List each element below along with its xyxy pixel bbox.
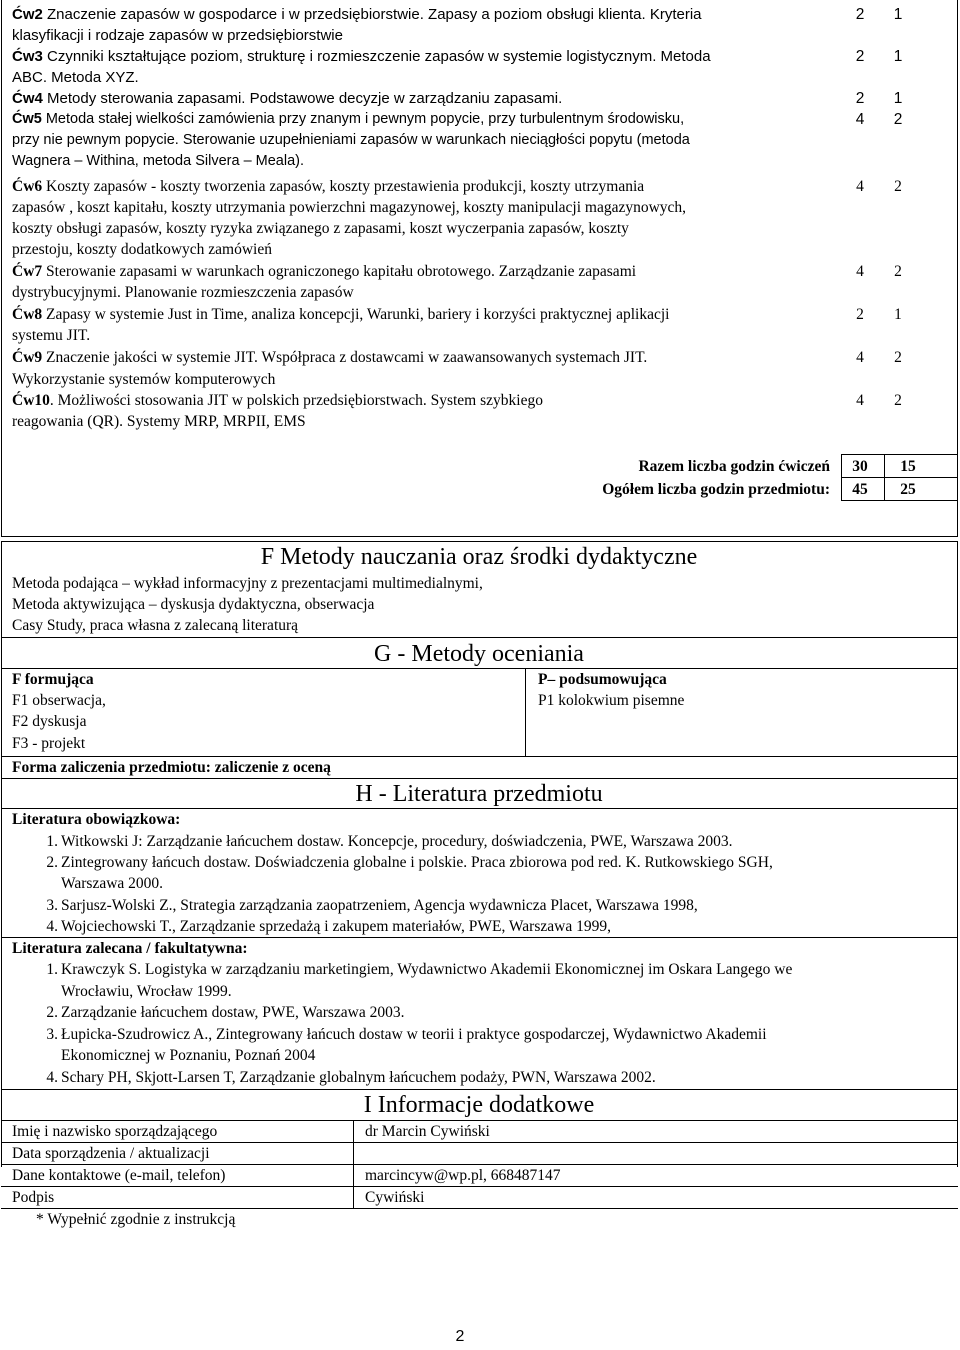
hours-full: 2 <box>855 90 865 107</box>
exercise-row <box>12 109 684 130</box>
table-border-bottom <box>1 536 958 537</box>
table-border-left <box>1 0 2 537</box>
exercise-code: Ćw8 <box>12 306 43 323</box>
exercise-row <box>12 347 647 368</box>
hours-part: 1 <box>893 6 903 23</box>
exercise-text-cont: klasyfikacji i rodzaje zapasów w przedsiębiorstwie <box>12 27 343 44</box>
hours-part: 2 <box>894 392 902 409</box>
list-item-number: 1. <box>46 961 58 978</box>
hours-full: 4 <box>856 392 864 409</box>
list-item-number: 2. <box>46 854 58 871</box>
exercise-text-cont: przy nie pewnym popycie. Sterowanie uzupełnieniami zapasów w warunkach nieciągłości popytu (metoda <box>12 132 690 148</box>
formative-assessment-title: F formująca <box>12 671 94 688</box>
exercise-code: Ćw3 <box>12 48 43 65</box>
formative-item: F2 dyskusja <box>12 713 87 730</box>
hours-part: 2 <box>893 111 903 128</box>
summative-item: P1 kolokwium pisemne <box>538 692 685 709</box>
subject-hours-total-part: 25 <box>900 481 916 498</box>
exercise-text: Znaczenie zapasów w gospodarce i w przedsiębiorstwie. Zapasy a poziom obsługi klienta. Kryteria <box>42 6 702 23</box>
hours-part: 1 <box>894 306 902 323</box>
list-item-number: 4. <box>46 918 58 935</box>
page-number: 2 <box>455 1328 465 1345</box>
exercise-text-cont: zapasów , koszt kapitału, koszty utrzymania powierzchni magazynowej, koszty manipulacji magazynowych, <box>12 199 687 216</box>
exercise-code: Ćw9 <box>12 349 43 366</box>
exercise-hours-total-label: Razem liczba godzin ćwiczeń <box>638 458 830 475</box>
exercise-text: Koszty zapasów - koszty tworzenia zapasów, koszty przestawienia produkcji, koszty utrzymania <box>42 178 645 195</box>
hours-part: 1 <box>893 48 903 65</box>
exercise-text-cont: Wagnera – Withina, metoda Silvera – Meala). <box>12 153 305 169</box>
recommended-literature-title: Literatura zalecana / fakultatywna: <box>12 940 248 957</box>
teaching-methods-title: F Metody nauczania oraz środki dydaktyczne <box>260 544 698 570</box>
list-item-text: Ekonomicznej w Poznaniu, Poznań 2004 <box>61 1047 316 1064</box>
exercise-row <box>12 46 711 67</box>
exercise-code: Ćw2 <box>12 6 43 23</box>
row-divider <box>1 1186 958 1187</box>
exercise-text-cont: przestoju, koszty dodatkowych zamówień <box>12 241 272 258</box>
list-item-text: Wojciechowski T., Zarządzanie sprzedażą i zakupem materiałów, PWE, Warszawa 1999, <box>61 918 611 935</box>
hours-full: 2 <box>855 6 865 23</box>
exercise-text-cont: koszty obsługi zapasów, koszty ryzyka związanego z zapasami, koszt wyczerpania zapasów, koszty <box>12 220 629 237</box>
exercise-code: Ćw10 <box>12 392 50 409</box>
hours-full: 4 <box>856 349 864 366</box>
hours-part: 1 <box>893 90 903 107</box>
list-item-text: Krawczyk S. Logistyka w zarządzaniu marketingiem, Wydawnictwo Akademii Ekonomicznej im Oskara Langego we <box>61 961 793 978</box>
list-item-text: Zintegrowany łańcuch dostaw. Doświadczenia globalne i polskie. Praca zbiorowa pod red. K. Rutkowskiego SGH, <box>61 854 773 871</box>
section-border-left <box>1 541 2 1167</box>
list-item-text: Wrocławiu, Wrocław 1999. <box>61 983 232 1000</box>
list-item-text: Warszawa 2000. <box>61 875 164 892</box>
exercise-text: Metody sterowania zapasami. Podstawowe decyzje w zarządzaniu zapasami. <box>42 90 563 107</box>
additional-info-title: I Informacje dodatkowe <box>363 1092 595 1118</box>
hours-part: 2 <box>894 263 902 280</box>
exercise-code: Ćw4 <box>12 90 43 107</box>
formative-item: F3 - projekt <box>12 735 86 752</box>
required-literature-title: Literatura obowiązkowa: <box>12 811 181 828</box>
hours-full: 4 <box>856 263 864 280</box>
section-divider <box>1 668 958 669</box>
exercise-text-cont: ABC. Metoda XYZ. <box>12 69 139 86</box>
exercise-text-cont: reagowania (QR). Systemy MRP, MRPII, EMS <box>12 413 306 430</box>
teaching-method-line: Metoda podająca – wykład informacyjny z prezentacjami multimedialnymi, <box>12 575 483 592</box>
totals-grid-line <box>841 454 842 501</box>
exercise-hours-total-part: 15 <box>900 458 916 475</box>
totals-grid-line <box>841 500 957 501</box>
exercise-text: Metoda stałej wielkości zamówienia przy znanym i pewnym popycie, przy turbulentnym środowisku, <box>41 111 685 127</box>
assessment-title: G - Metody oceniania <box>374 641 584 667</box>
exercise-row <box>12 88 562 109</box>
exercise-text-cont: systemu JIT. <box>12 327 91 344</box>
footnote: * Wypełnić zgodnie z instrukcją <box>36 1211 236 1228</box>
hours-full: 2 <box>856 306 864 323</box>
contact-value: marcincyw@wp.pl, 668487147 <box>365 1167 561 1184</box>
signature-value: Cywiński <box>365 1189 425 1206</box>
totals-grid-line <box>841 477 957 478</box>
list-item-text: Sarjusz-Wolski Z., Strategia zarządzania zaopatrzeniem, Agencja wydawnicza Placet, Warszawa 1998, <box>61 897 698 914</box>
totals-grid-line <box>841 454 957 455</box>
list-item-text: Schary PH, Skjott-Larsen T, Zarządzanie globalnym łańcuchem podaży, PWN, Warszawa 2002. <box>61 1069 656 1086</box>
list-item-text: Zarządzanie łańcuchem dostaw, PWE, Warszawa 2003. <box>61 1004 405 1021</box>
list-item-text: Witkowski J: Zarządzanie łańcuchem dostaw. Koncepcje, procedury, doświadczenia, PWE, Warszawa 2003. <box>61 833 733 850</box>
exercise-text: Czynniki kształtujące poziom, strukturę i rozmieszczenie zapasów w systemie logistycznym. Metoda <box>42 48 711 65</box>
exercise-row <box>12 4 702 25</box>
teaching-method-line: Casy Study, praca własna z zalecaną literaturą <box>12 617 299 634</box>
author-name-value: dr Marcin Cywiński <box>365 1123 490 1140</box>
hours-full: 2 <box>855 48 865 65</box>
list-item-text: Łupicka-Szudrowicz A., Zintegrowany łańcuch dostaw w teorii i praktyce gospodarczej, Wydawnictwo Akademii <box>61 1026 767 1043</box>
exercise-text-cont: Wykorzystanie systemów komputerowych <box>12 371 276 388</box>
assessment-column-divider <box>525 668 526 756</box>
exercise-text-cont: dystrybucyjnymi. Planowanie rozmieszczenia zapasów <box>12 284 354 301</box>
section-border-right <box>957 541 958 1167</box>
hours-full: 4 <box>856 178 864 195</box>
exercise-code: Ćw7 <box>12 263 43 280</box>
exercise-row <box>12 261 636 282</box>
exercise-row <box>12 390 543 411</box>
exercise-text: . Możliwości stosowania JIT w polskich przedsiębiorstwach. System szybkiego <box>49 392 543 409</box>
exercise-row <box>12 304 669 325</box>
exercise-hours-total-full: 30 <box>852 458 868 475</box>
list-item-number: 4. <box>46 1069 58 1086</box>
date-label: Data sporządzenia / aktualizacji <box>12 1145 210 1162</box>
course-completion-form: Forma zaliczenia przedmiotu: zaliczenie z oceną <box>12 759 331 776</box>
totals-grid-line <box>884 454 885 501</box>
hours-part: 2 <box>894 178 902 195</box>
subject-hours-total-full: 45 <box>852 481 868 498</box>
teaching-method-line: Metoda aktywizująca – dyskusja dydaktyczna, obserwacja <box>12 596 375 613</box>
table-border-right <box>957 0 958 537</box>
exercise-text: Znaczenie jakości w systemie JIT. Współpraca z dostawcami w zaawansowanych systemach JIT. <box>42 349 648 366</box>
hours-full: 4 <box>855 111 865 128</box>
exercise-text: Zapasy w systemie Just in Time, analiza koncepcji, Warunki, bariery i korzyści praktycznej aplikacji <box>42 306 670 323</box>
exercise-text: Sterowanie zapasami w warunkach ograniczonego kapitału obrotowego. Zarządzanie zapasami <box>42 263 637 280</box>
formative-item: F1 obserwacja, <box>12 692 106 709</box>
exercise-code: Ćw5 <box>12 111 42 127</box>
literature-title: H - Literatura przedmiotu <box>355 781 603 807</box>
summative-assessment-title: P– podsumowująca <box>538 671 667 688</box>
list-item-number: 2. <box>46 1004 58 1021</box>
hours-part: 2 <box>894 349 902 366</box>
subject-hours-total-label: Ogółem liczba godzin przedmiotu: <box>602 481 830 498</box>
contact-label: Dane kontaktowe (e-mail, telefon) <box>12 1167 226 1184</box>
signature-label: Podpis <box>12 1189 55 1206</box>
list-item-number: 3. <box>46 897 58 914</box>
list-item-number: 1. <box>46 833 58 850</box>
exercise-row <box>12 176 644 197</box>
exercise-code: Ćw6 <box>12 178 43 195</box>
author-name-label: Imię i nazwisko sporządzającego <box>12 1123 218 1140</box>
list-item-number: 3. <box>46 1026 58 1043</box>
